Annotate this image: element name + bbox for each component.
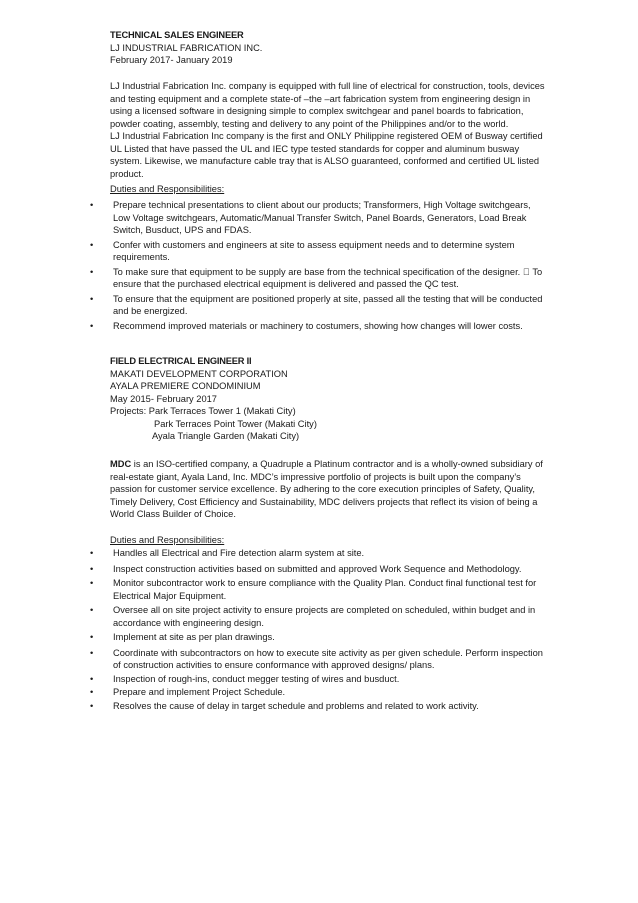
bullet-icon: • [90, 632, 94, 642]
bullet-icon: • [90, 605, 94, 615]
list-item [0, 686, 543, 699]
list-item [0, 673, 543, 686]
bullet-icon: • [90, 320, 94, 331]
bullet-icon: • [90, 200, 94, 210]
duty-text: Confer with customers and engineers at site to assess equipment needs and to determine system requirements. [113, 239, 515, 262]
list-item [0, 563, 543, 576]
project-item: Park Terraces Point Tower (Makati City) [154, 418, 317, 429]
company-description [110, 80, 546, 180]
duty-text: Oversee all on site project activity to ensure projects are completed on scheduled, within budget and in accordance with engineering design. [113, 605, 536, 628]
bullet-icon: • [90, 673, 94, 684]
duties-heading [110, 534, 550, 547]
job-title: TECHNICAL SALES ENGINEER [110, 30, 244, 40]
list-item [0, 547, 543, 560]
bullet-icon: • [90, 563, 94, 574]
project-item: Park Terraces Tower 1 (Makati City) [148, 406, 296, 416]
duty-text: Prepare technical presentations to client about our products; Transformers, High Voltage switchgears, Low Voltage switchgears, Automatic/Manual Transfer Switch, Panel Boards, Generators, Load Break Switch, Busduct, UPS and FDAS. [113, 200, 531, 235]
duties-list [0, 199, 560, 332]
bullet-icon: • [90, 239, 94, 250]
bullet-icon: • [90, 687, 94, 697]
duty-text: Handles all Electrical and Fire detection alarm system at site. [113, 548, 365, 558]
list-item [0, 577, 543, 602]
company-description-paragraph: LJ Industrial Fabrication Inc company is the first and ONLY Philippine registered OEM of Busway certified UL Listed that have passed the UL and IEC type tested standards for copper and aluminum busway system. Likewise, we manufacture cable tray that is ALSO guaranteed, conformed and certified UL listed product. [110, 131, 543, 179]
bullet-icon: • [90, 578, 94, 588]
list-item [0, 199, 543, 237]
duties-heading-text: Duties and Responsibilities: [110, 535, 225, 545]
employment-dates: February 2017- January 2019 [110, 55, 233, 65]
company-name: LJ INDUSTRIAL FABRICATION INC. [110, 42, 263, 53]
employment-dates: May 2015- February 2017 [110, 393, 217, 404]
company-name: MAKATI DEVELOPMENT CORPORATION [110, 368, 288, 379]
bullet-icon: • [90, 266, 94, 277]
project-item: Ayala Triangle Garden (Makati City) [152, 431, 300, 441]
list-item [0, 266, 543, 291]
duty-text: To make sure that equipment to be supply are base from the technical specification of the designer. To ensure that the purchased electrical equipment is delivered and passed the QC test. [113, 266, 533, 289]
list-item [0, 239, 543, 264]
duty-text: Resolves the cause of delay in target schedule and problems and related to work activity. [113, 700, 479, 711]
list-item [0, 604, 543, 629]
duty-text: To ensure that the equipment are positioned properly at site, passed all the testing that will be conducted and be energized. [113, 293, 543, 316]
job-title: FIELD ELECTRICAL ENGINEER II [110, 356, 252, 366]
projects-label: Projects: [110, 406, 147, 416]
mdc-description-text: is an ISO-certified company, a Quadruple a Platinum contractor and is a wholly-owned subsidiary of real-estate giant, Ayala Land, Inc. MDC’s impressive portfolio of projects is built upon the company’s passion for customer service excellence. By adhering to the core execution principles of Safety, Quality, Timely Delivery, Cost Efficiency and Sustainability, MDC delivers projects that reflect its vision of being a World Class Builder of Choice. [110, 459, 543, 519]
duties-list [0, 547, 560, 712]
company-description-paragraph: LJ Industrial Fabrication Inc. company is equipped with full line of electrical for construction, tools, devices and testing equipment and a complete state-of –the –art fabrication system from engineering design in using a licensed software in designing simple to complex switchgear and panel boards to fabrication, powder coating, assembly, testing and delivery to any point of the Philippines and/or to the world. [110, 81, 545, 129]
duty-text: Inspect construction activities based on submitted and approved Work Sequence and Methodology. [113, 563, 522, 574]
duty-text: Coordinate with subcontractors on how to execute site activity as per given schedule. Perform inspection of construction activities to ensure conformance with approved designs/ plans. [113, 647, 543, 670]
bullet-icon: • [90, 293, 94, 304]
project-site: AYALA PREMIERE CONDOMINIUM [110, 381, 261, 391]
list-item [0, 647, 543, 672]
mdc-description [110, 458, 546, 521]
list-item [0, 293, 543, 318]
list-item [0, 631, 543, 644]
bullet-icon: • [90, 548, 94, 558]
duty-text: Implement at site as per plan drawings. [113, 632, 275, 642]
duty-text: Recommend improved materials or machinery to costumers, showing how changes will lower costs. [113, 320, 523, 331]
bullet-icon: • [90, 700, 94, 711]
projects-list [110, 405, 550, 443]
duty-text: Prepare and implement Project Schedule. [113, 687, 286, 697]
bullet-icon: • [90, 647, 94, 658]
job-header-technical-sales [110, 29, 550, 67]
job-header-field-electrical [110, 355, 550, 443]
duty-text: Monitor subcontractor work to ensure compliance with the Quality Plan. Conduct final functional test for Electrical Major Equipment. [113, 578, 537, 601]
duty-text: Inspection of rough-ins, conduct megger testing of wires and busduct. [113, 673, 400, 684]
list-item [0, 700, 543, 713]
list-item [0, 320, 543, 333]
duties-heading-text: Duties and Responsibilities: [110, 184, 225, 194]
mdc-abbrev: MDC [110, 459, 132, 469]
duties-heading [110, 183, 550, 196]
